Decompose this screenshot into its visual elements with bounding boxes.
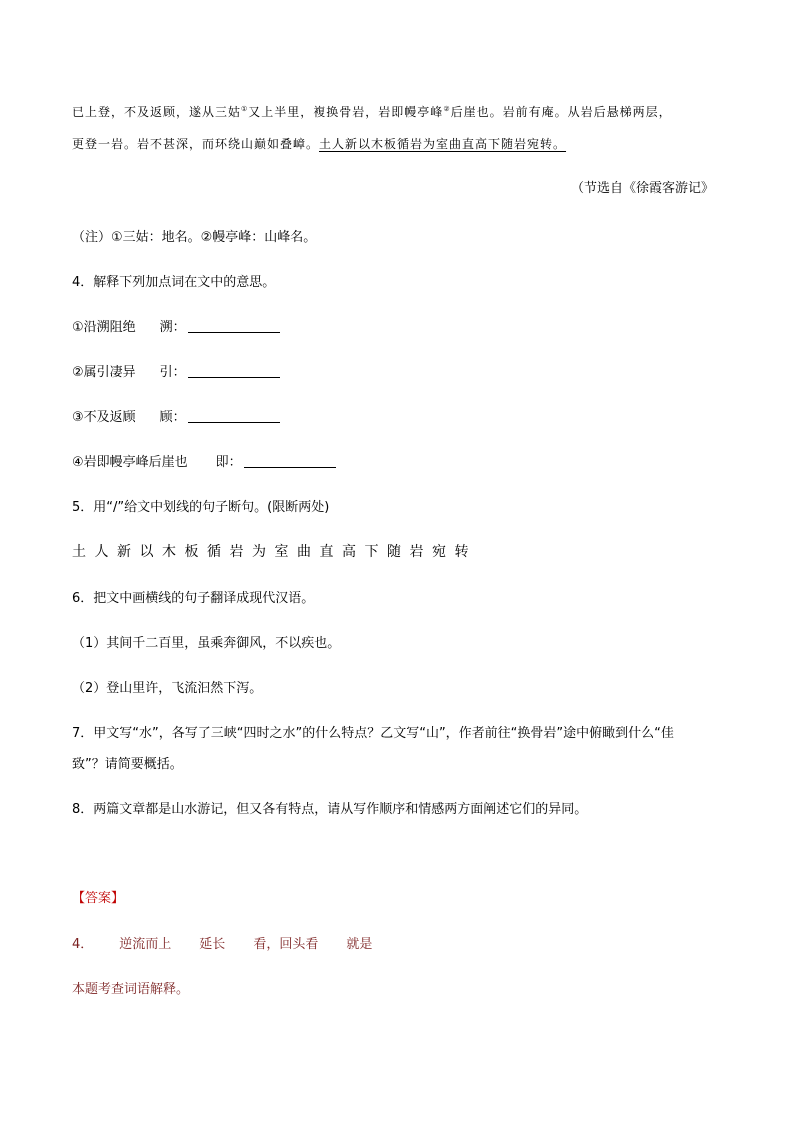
underlined-sentence: 土人新以木板循岩为室曲直高下随岩宛转。 — [319, 137, 567, 151]
q5-sentence: 土人新以木板循岩为室曲直高下随岩宛转 — [72, 544, 477, 560]
passage-text: 已上登，不及返顾，遂从三姑 — [72, 105, 242, 119]
answer-item: 看，回头看 — [253, 937, 319, 952]
q4-phrase: ③不及返顾 — [72, 410, 136, 425]
q6-item-1: （1）其间千二百里，虽乘奔御风，不以疾也。 — [72, 636, 341, 651]
q4-item-1 — [72, 316, 280, 335]
question-6-prompt: 6．把文中画横线的句子翻译成现代汉语。 — [72, 591, 315, 606]
answer-blank[interactable] — [244, 454, 336, 468]
q4-phrase: ①沿溯阻绝 — [72, 320, 136, 335]
footnote: （注）①三姑：地名。②幔亭峰：山峰名。 — [72, 230, 317, 245]
q4-item-4 — [72, 451, 336, 470]
answer-blank[interactable] — [188, 364, 280, 378]
q4-word: 溯： — [159, 320, 186, 335]
q4-item-2 — [72, 361, 280, 380]
question-7-line-1: 7．甲文写“水”，各写了三峡“四时之水”的什么特点？乙文写“山”，作者前往“换骨岩”途中俯瞰到什么“佳 — [72, 726, 674, 741]
passage-text: 后崖也。岩前有庵。从岩后悬梯两层， — [450, 105, 672, 119]
passage-line-2 — [72, 135, 566, 152]
passage-source: （节选自《徐霞客游记》 — [570, 181, 714, 196]
question-4-prompt: 4．解释下列加点词在文中的意思。 — [72, 275, 276, 290]
answer-blank[interactable] — [188, 409, 280, 423]
q4-word: 即： — [215, 455, 242, 470]
q4-item-3 — [72, 406, 280, 425]
answer-explanation: 本题考查词语解释。 — [72, 982, 190, 997]
passage-text: 又上半里，複换骨岩，岩即幔亭峰 — [248, 105, 444, 119]
question-8-prompt: 8．两篇文章都是山水游记，但又各有特点，请从写作顺序和情感两方面阐述它们的异同。 — [72, 802, 588, 817]
answer-item: 延长 — [199, 937, 226, 952]
q4-word: 引： — [159, 365, 186, 380]
footnote-marker-1: ① — [241, 105, 249, 113]
q4-phrase: ②属引凄异 — [72, 365, 136, 380]
answer-line-4 — [72, 933, 372, 952]
question-5-prompt: 5．用“/”给文中划线的句子断句。(限断两处) — [72, 500, 330, 515]
q6-item-2: （2）登山里许，飞流汩然下泻。 — [72, 681, 263, 696]
answer-item: 逆流而上 — [119, 937, 172, 952]
answer-heading: 【答案】 — [72, 891, 125, 906]
footnote-marker-2: ② — [443, 105, 451, 113]
q4-word: 顾： — [159, 410, 186, 425]
q4-phrase: ④岩即幔亭峰后崖也 — [72, 455, 188, 470]
answer-item: 就是 — [346, 937, 373, 952]
passage-line-1 — [72, 103, 672, 120]
answer-number: 4． — [72, 937, 94, 952]
answer-blank[interactable] — [188, 319, 280, 333]
question-7-line-2: 致”？请简要概括。 — [72, 757, 183, 772]
passage-text: 更登一岩。岩不甚深，而环绕山巅如叠嶂。 — [72, 137, 320, 151]
